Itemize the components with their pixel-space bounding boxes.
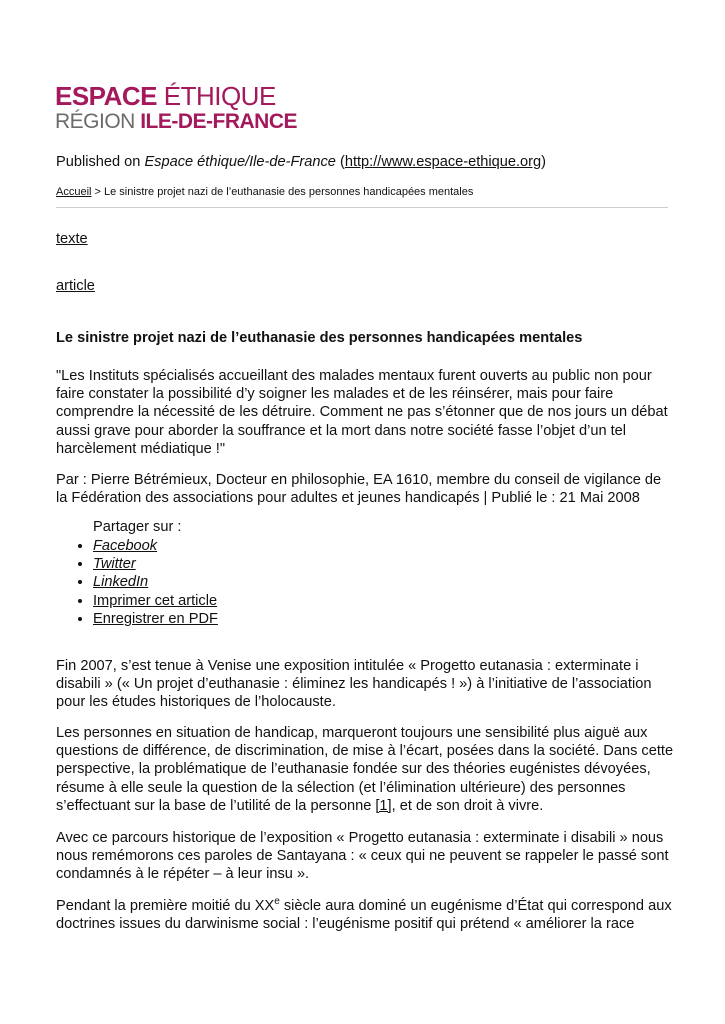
share-twitter-link[interactable]: Twitter <box>93 556 136 573</box>
article-paragraph-4 <box>56 897 676 933</box>
published-prefix: Published on <box>56 154 145 170</box>
article-title: Le sinistre projet nazi de l’euthanasie des personnes handicapées mentales <box>56 330 583 346</box>
logo-word-region: RÉGION <box>55 110 135 133</box>
published-on <box>56 154 546 170</box>
logo-line-2 <box>55 110 298 134</box>
paragraph-2-text: Les personnes en situation de handicap, marqueront toujours une sensibilité plus aiguë aux questions de différence, de discrimination, de mise à l’écart, posées dans la société. Dans cette perspective, la problématique de l’euthanasie fondée sur des théories eugénistes dévoyées, résume à elle seule la question de la sélection (et l’élimination ultérieure) des personnes s’effectuant sur la base de l’utilité de la personne <box>56 725 674 814</box>
save-pdf-link[interactable]: Enregistrer en PDF <box>93 610 218 627</box>
share-item-pdf <box>93 610 218 628</box>
tag-link-article[interactable]: article <box>56 278 95 294</box>
share-item-facebook <box>93 537 218 555</box>
published-open-paren: ( <box>335 154 345 170</box>
footnote-ref-1[interactable]: [1] <box>375 797 392 814</box>
published-site-name: Espace éthique/Ile-de-France <box>144 154 336 170</box>
article-quote: "Les Instituts spécialisés accueillant des malades mentaux furent ouverts au public non pour faire constater la possibilité d’y soigner les malades et de les réinsérer, mais pour faire comprendre la nécessité de les détruire. Comment ne pas s’étonner que de nos jours un débat aussi grave pour aborder la souffrance et la mort dans notre société fasse l’objet d’un tel harcèlement médiatique !" <box>56 368 668 457</box>
breadcrumb-separator: > <box>91 186 105 198</box>
share-item-twitter <box>93 555 218 573</box>
article-paragraph-3: Avec ce parcours historique de l’exposition « Progetto eutanasia : exterminate i disabili » nous nous remémorons ces paroles de Santayana : « ceux qui ne peuvent se rappeler le passé sont condamnés à le répéter – à leur insu ». <box>56 830 669 883</box>
logo-line-1 <box>55 82 275 110</box>
breadcrumb-current: Le sinistre projet nazi de l’euthanasie des personnes handicapées mentales <box>104 186 474 198</box>
share-linkedin-link[interactable]: LinkedIn <box>93 574 149 591</box>
header-divider <box>56 207 668 208</box>
paragraph-2-end: , et de son droit à vivre. <box>391 797 544 814</box>
logo-word-espace: ESPACE <box>55 81 157 111</box>
logo-word-idf: ILE-DE-FRANCE <box>140 110 298 133</box>
breadcrumb-home-link[interactable]: Accueil <box>56 186 92 198</box>
article-paragraph-2 <box>56 724 676 815</box>
print-article-link[interactable]: Imprimer cet article <box>93 592 218 609</box>
paragraph-4-start: Pendant la première moitié du XX <box>56 898 275 914</box>
century-superscript: e <box>274 896 280 908</box>
share-facebook-link[interactable]: Facebook <box>93 538 158 554</box>
article-paragraph-1: Fin 2007, s’est tenue à Venise une exposition intitulée « Progetto eutanasia : exterminate i disabili » (« Un projet d’euthanasie : éliminez les handicapés ! ») à l’initiative de l’association pour les études historiques de l’holocauste. <box>56 658 652 711</box>
share-item-print <box>93 592 218 610</box>
share-label: Partager sur : <box>93 519 182 535</box>
article-byline: Par : Pierre Bétrémieux, Docteur en philosophie, EA 1610, membre du conseil de vigilance de la Fédération des associations pour adultes et jeunes handicapés | Publié le : 21 Mai 2008 <box>56 472 662 507</box>
breadcrumb <box>56 186 473 198</box>
published-close-paren: ) <box>541 154 547 170</box>
logo-word-ethique: ÉTHIQUE <box>163 81 276 111</box>
published-url-link[interactable]: http://www.espace-ethique.org <box>344 154 542 170</box>
share-list <box>56 537 218 628</box>
share-item-linkedin <box>93 573 218 591</box>
tag-link-texte[interactable]: texte <box>56 231 88 247</box>
site-logo[interactable] <box>55 81 298 138</box>
paragraph-4-rest: siècle aura dominé un eugénisme d’État qui correspond aux doctrines issues du darwinisme social : l’eugénisme positif qui prétend « améliorer la race <box>56 898 672 933</box>
